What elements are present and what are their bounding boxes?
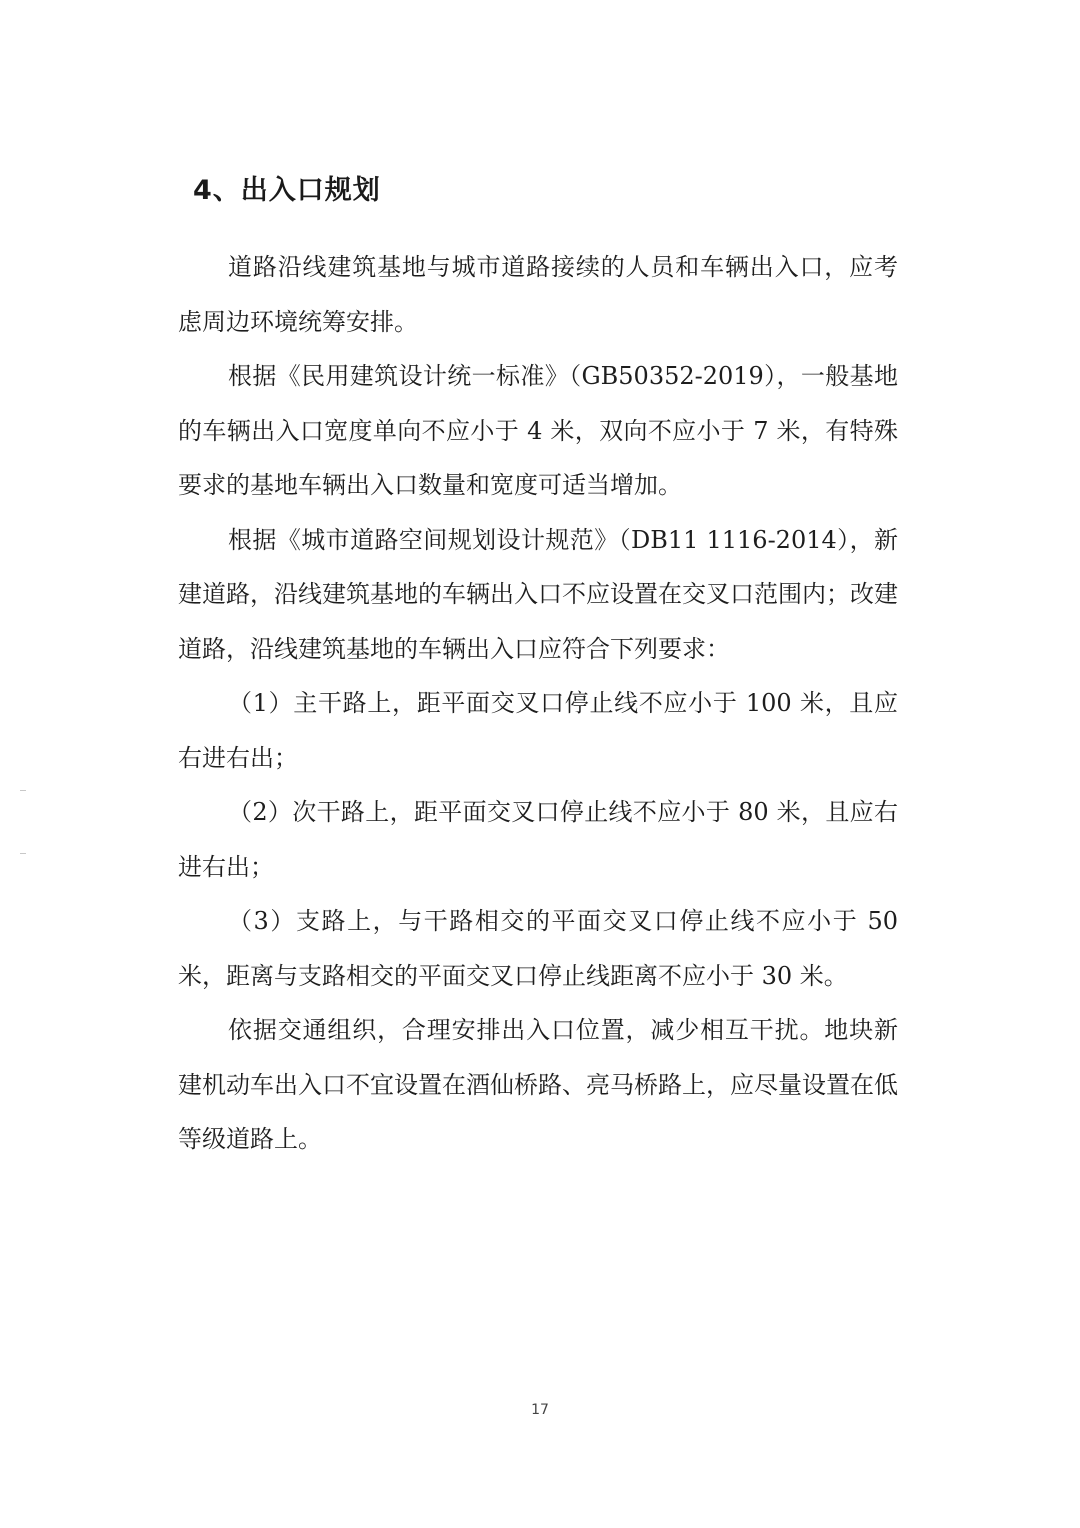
- paragraph-civil-building-standard: 根据《民用建筑设计统一标准》（GB50352-2019），一般基地的车辆出入口宽度单向不应小于 4 米，双向不应小于 7 米，有特殊要求的基地车辆出入口数量和宽度可适当增加。: [178, 362, 898, 499]
- paragraph-requirement-3: （3）支路上，与干路相交的平面交叉口停止线不应小于 50 米，距离与支路相交的平面交叉口停止线距离不应小于 30 米。: [178, 907, 898, 990]
- scan-margin-mark: [20, 853, 26, 854]
- paragraph-requirement-2: （2）次干路上，距平面交叉口停止线不应小于 80 米，且应右进右出；: [178, 798, 898, 881]
- paragraph-urban-road-code: 根据《城市道路空间规划设计规范》（DB11 1116-2014），新建道路，沿线建筑基地的车辆出入口不应设置在交叉口范围内；改建道路，沿线建筑基地的车辆出入口应符合下列要求：: [178, 525, 898, 663]
- paragraph-traffic-organization: 依据交通组织，合理安排出入口位置，减少相互干扰。地块新建机动车出入口不宜设置在酒仙桥路、亮马桥路上，应尽量设置在低等级道路上。: [178, 1016, 898, 1153]
- paragraph-entrance-overview: 道路沿线建筑基地与城市道路接续的人员和车辆出入口，应考虑周边环境统筹安排。: [178, 253, 898, 336]
- scan-margin-mark: [20, 790, 26, 791]
- paragraph-requirement-1: （1）主干路上，距平面交叉口停止线不应小于 100 米，且应右进右出；: [178, 689, 898, 772]
- body-text: [178, 240, 898, 1167]
- section-heading: 4、出入口规划: [193, 175, 381, 206]
- page-number: 17: [531, 1402, 549, 1418]
